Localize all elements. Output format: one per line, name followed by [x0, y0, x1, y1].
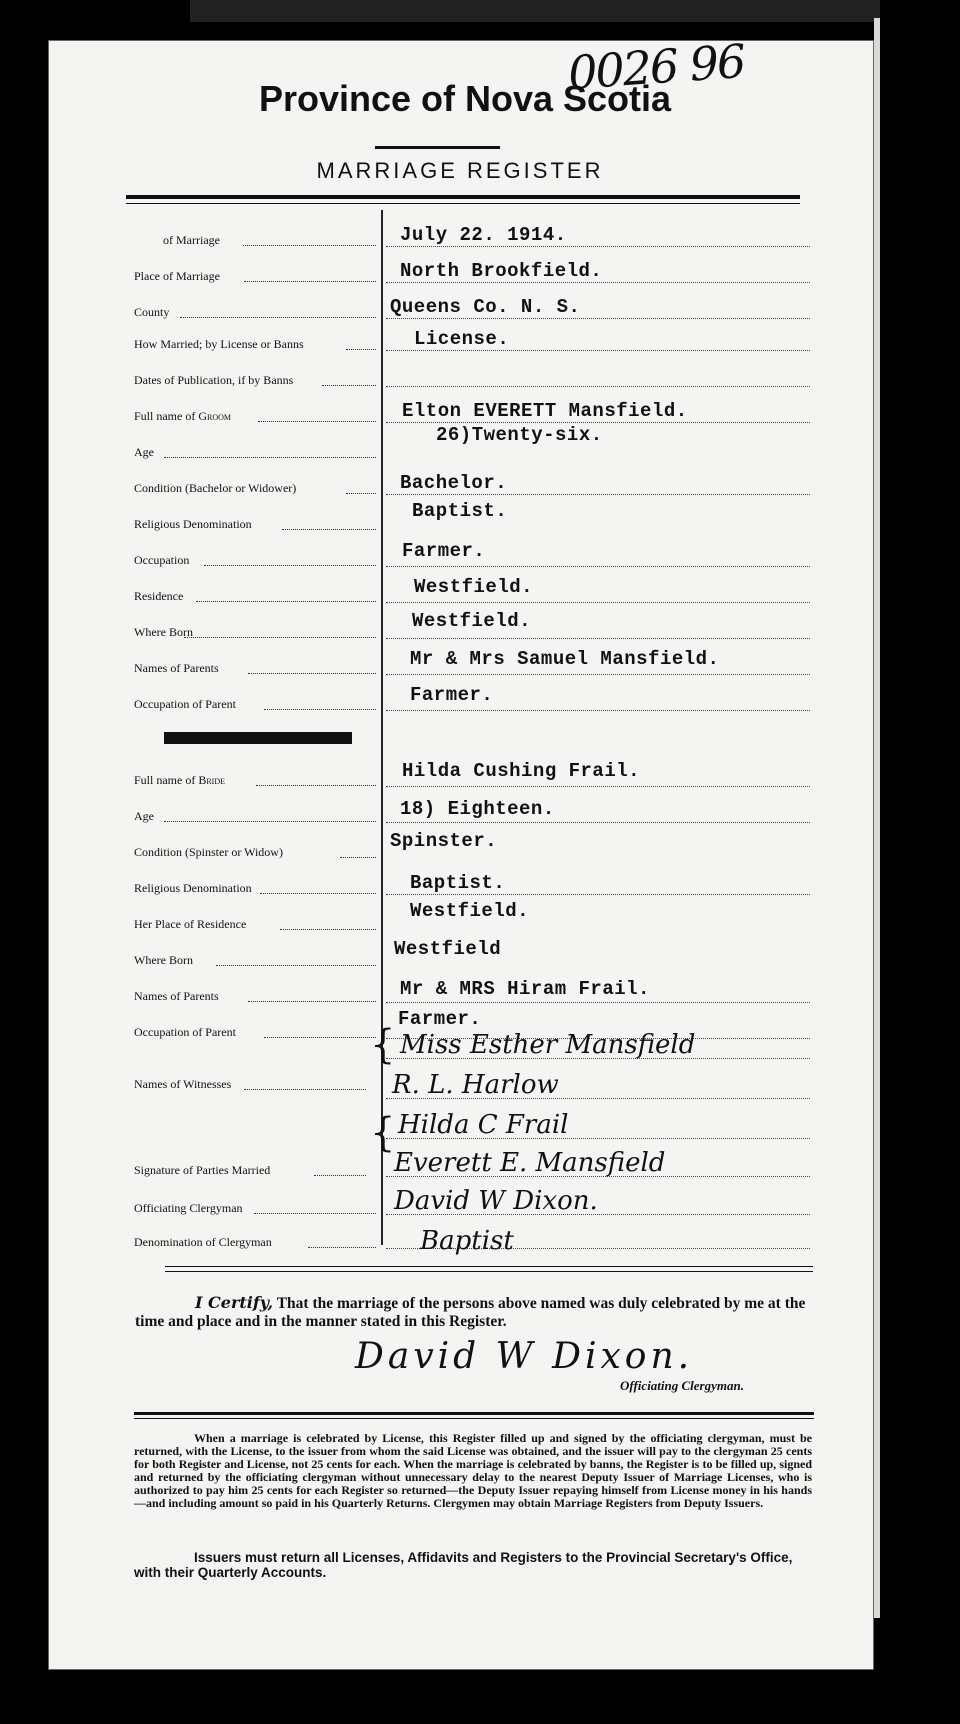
field-label: Full name of Bride — [134, 773, 225, 787]
field-label: Signature of Parties Married — [134, 1163, 271, 1177]
field-row-county — [0, 292, 960, 322]
field-value: July 22. 1914. — [400, 224, 567, 246]
field-value: Westfield. — [410, 900, 530, 922]
field-value: Baptist. — [412, 500, 508, 522]
field-row-date — [0, 220, 960, 250]
witness-1-line — [0, 1032, 960, 1062]
field-value: Queens Co. N. S. — [390, 296, 581, 318]
leader-dots — [314, 1175, 366, 1176]
parties-brace: { — [370, 1110, 396, 1156]
register-number: 0026 96 — [566, 33, 746, 101]
field-row-groom-religion — [0, 500, 960, 534]
leader-dots — [180, 317, 376, 318]
field-value: Bachelor. — [400, 472, 508, 494]
field-row-bride-residence — [0, 900, 960, 934]
witness-2-line — [0, 1072, 960, 1102]
field-value: Westfield. — [412, 610, 532, 632]
leader-dots — [184, 637, 376, 638]
witness-2-signature: R. L. Harlow — [392, 1070, 559, 1100]
bride-signature: Hilda C Frail — [398, 1110, 569, 1140]
field-value: Hilda Cushing Frail. — [402, 760, 641, 782]
certification-signature: David W Dixon. — [355, 1336, 694, 1377]
field-label: Residence — [134, 589, 184, 603]
certification-statement — [135, 1294, 815, 1331]
field-label: Occupation of Parent — [134, 1025, 236, 1039]
field-row-bride-birthplace — [0, 940, 960, 970]
value-dots — [386, 710, 810, 711]
field-label: Officiating Clergyman — [134, 1201, 243, 1215]
field-value: Baptist. — [410, 872, 506, 894]
field-row-clergyman — [0, 1188, 960, 1218]
field-label: Her Place of Residence — [134, 917, 247, 931]
certify-rule-2 — [165, 1271, 813, 1272]
field-label: Occupation — [134, 553, 190, 567]
clergyman-signature: David W Dixon. — [394, 1186, 598, 1216]
leader-dots — [322, 385, 376, 386]
field-label: Occupation of Parent — [134, 697, 236, 711]
field-row-groom-occupation — [0, 540, 960, 570]
field-row-groom-condition — [0, 468, 960, 498]
field-label: Full name of Groom — [134, 409, 231, 423]
leader-dots — [254, 1213, 376, 1214]
field-row-publication — [0, 360, 960, 390]
field-row-bride-condition — [0, 832, 960, 862]
field-value: Mr & MRS Hiram Frail. — [400, 978, 650, 1000]
leader-dots — [280, 929, 376, 930]
field-row-bride-name — [0, 760, 960, 790]
leader-dots — [248, 673, 376, 674]
field-row-bride-age — [0, 796, 960, 826]
field-row-groom-birthplace — [0, 612, 960, 642]
field-row-how-married — [0, 324, 960, 354]
value-dots — [386, 1002, 810, 1003]
field-value: Mr & Mrs Samuel Mansfield. — [410, 648, 720, 670]
value-dots — [386, 386, 810, 387]
field-label: County — [134, 305, 170, 319]
leader-dots — [244, 281, 376, 282]
header-rule-thick — [126, 195, 800, 199]
title-rule — [375, 146, 500, 149]
field-label: Place of Marriage — [134, 269, 220, 283]
page-subtitle — [0, 158, 960, 184]
field-value: 18) Eighteen. — [400, 798, 555, 820]
leader-dots — [248, 1001, 376, 1002]
issuers-note: Issuers must return all Licenses, Affidavits and Registers to the Provincial Secretary's Office, with their Quarterly Accounts. — [134, 1550, 793, 1580]
bride-signature-line — [0, 1112, 960, 1142]
field-label: of Marriage — [163, 233, 220, 247]
certify-lead: I Certify, — [195, 1293, 274, 1312]
witness-brace: { — [370, 1022, 396, 1068]
certify-text: That the marriage of the persons above named was duly celebrated by me at the time and place and in the manner stated in this Register. — [135, 1295, 806, 1330]
groom-signature: Everett E. Mansfield — [394, 1148, 666, 1178]
leader-dots — [340, 857, 376, 858]
field-label: Names of Parents — [134, 661, 219, 675]
field-row-clergy-denomination — [0, 1222, 960, 1256]
instructions-rule-thin — [134, 1418, 814, 1419]
leader-dots — [164, 457, 376, 458]
field-label: Names of Witnesses — [134, 1077, 232, 1091]
field-label: Religious Denomination — [134, 517, 252, 531]
field-row-bride-parents — [0, 976, 960, 1006]
field-row-place — [0, 256, 960, 286]
leader-dots — [256, 785, 376, 786]
field-row-groom-residence — [0, 576, 960, 606]
field-row-bride-religion — [0, 868, 960, 898]
value-dots — [386, 674, 810, 675]
value-dots — [386, 422, 810, 423]
field-value: Farmer. — [410, 684, 494, 706]
value-dots — [386, 786, 810, 787]
field-label: Condition (Bachelor or Widower) — [134, 481, 297, 495]
instructions-rule-thick — [134, 1412, 814, 1415]
field-value: 26)Twenty-six. — [436, 424, 603, 446]
field-label: How Married; by License or Banns — [134, 337, 304, 351]
field-label: Where Born — [134, 625, 193, 639]
field-value: Farmer. — [398, 1008, 482, 1030]
leader-dots — [243, 245, 376, 246]
value-dots — [386, 602, 810, 603]
leader-dots — [264, 709, 376, 710]
field-row-groom-name — [0, 396, 960, 426]
field-row-groom-age — [0, 424, 960, 462]
field-label: Condition (Spinster or Widow) — [134, 845, 283, 859]
field-value: Westfield. — [414, 576, 534, 598]
value-dots — [386, 246, 810, 247]
value-dots — [386, 494, 810, 495]
field-label: Dates of Publication, if by Banns — [134, 373, 294, 387]
field-row-groom-parents — [0, 648, 960, 678]
value-dots — [386, 638, 810, 639]
leader-dots — [216, 965, 376, 966]
field-value: Westfield — [394, 938, 502, 960]
field-label: Denomination of Clergyman — [134, 1235, 272, 1249]
field-value: Farmer. — [402, 540, 486, 562]
field-row-groom-parent-occupation — [0, 684, 960, 714]
certify-rule-1 — [165, 1266, 813, 1267]
leader-dots — [346, 349, 376, 350]
field-label: Names of Parents — [134, 989, 219, 1003]
page-title — [0, 78, 960, 120]
subtitle-text: MARRIAGE REGISTER — [316, 158, 604, 183]
scan-border-top — [190, 0, 880, 22]
field-value: North Brookfield. — [400, 260, 603, 282]
field-label: Where Born — [134, 953, 193, 967]
leader-dots — [346, 493, 376, 494]
field-row-parties-married — [0, 1150, 960, 1180]
header-rule-thin — [126, 203, 800, 204]
field-value: Spinster. — [390, 830, 498, 852]
value-dots — [386, 282, 810, 283]
section-divider-bar — [164, 732, 352, 744]
leader-dots — [196, 601, 376, 602]
title-text: Province of Nova Scotia — [258, 78, 672, 119]
signature-caption: Officiating Clergyman. — [620, 1378, 744, 1393]
leader-dots — [308, 1247, 376, 1248]
value-dots — [386, 566, 810, 567]
value-dots — [386, 350, 810, 351]
clergy-denomination-handwritten: Baptist — [420, 1226, 514, 1256]
leader-dots — [164, 821, 376, 822]
value-dots — [386, 894, 810, 895]
instructions-text: When a marriage is celebrated by License, this Register filled up and signed by the officiating clergyman, must be returned, with the License, to the issuer from whom the said License was obtained, and the issuer will pay to the clergyman 25 cents for both Register and License, not 25 cents for each. When the marriage is celebrated by banns, the Register is to be filled up, signed and returned by the officiating clergyman without unnecessary delay to the nearest Deputy Issuer of Marriage Licenses, who is authorized to pay him 25 cents for each Register so returned—the Deputy Issuer repaying himself from License money in his hands—and including amount so paid in his Quarterly Returns. Clergymen may obtain Marriage Registers from Deputy Issuers. — [134, 1431, 812, 1510]
leader-dots — [258, 421, 376, 422]
field-value: License. — [414, 328, 510, 350]
field-label: Age — [134, 809, 154, 823]
value-dots — [386, 318, 810, 319]
field-label: Religious Denomination — [134, 881, 252, 895]
witness-1-signature: Miss Esther Mansfield — [400, 1030, 696, 1060]
field-label: Age — [134, 445, 154, 459]
value-dots — [386, 822, 810, 823]
leader-dots — [204, 565, 376, 566]
field-value: Elton EVERETT Mansfield. — [402, 400, 688, 422]
leader-dots — [282, 529, 376, 530]
leader-dots — [260, 893, 376, 894]
